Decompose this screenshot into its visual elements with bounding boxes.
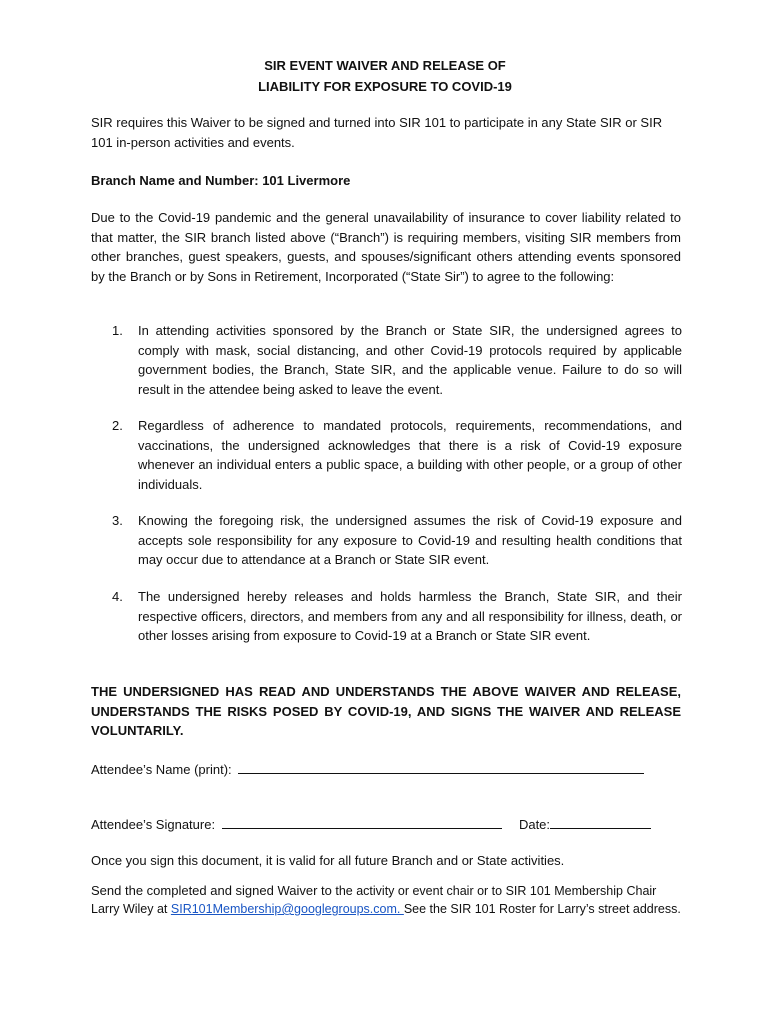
list-text: The undersigned hereby releases and holds harmless the Branch, State SIR, and their respective officers, directors, and members from any and all responsibility for illness, death, or other losses arising from exposure to Covid-19 at a Branch or State SIR event. [138, 589, 682, 643]
list-number: 2. [112, 418, 123, 433]
list-text: Knowing the foregoing risk, the undersigned assumes the risk of Covid-19 exposure and accepts sole responsibility for any exposure to Covid-19 and resulting health conditions that may occur due to attendance at a Branch or State SIR event. [138, 513, 682, 567]
title-line-2: LIABILITY FOR EXPOSURE TO COVID-19 [258, 79, 512, 94]
list-item [112, 321, 682, 399]
list-item [112, 587, 682, 646]
intro-paragraph: SIR requires this Waiver to be signed and turned into SIR 101 to participate in any State SIR or SIR 101 in-person activities and events. [91, 115, 663, 150]
list-item [112, 416, 682, 494]
branch-name: Branch Name and Number: 101 Livermore [91, 173, 351, 188]
acknowledgement-paragraph: THE UNDERSIGNED HAS READ AND UNDERSTANDS THE ABOVE WAIVER AND RELEASE, UNDERSTANDS THE RISKS POSED BY COVID-19, AND SIGNS THE WAIVER AND RELEASE VOLUNTARILY. [91, 684, 681, 738]
attendee-name-label: Attendee’s Name (print): [91, 762, 232, 777]
membership-email-link[interactable]: SIR101Membership@googlegroups.com. [170, 902, 404, 916]
send-suffix: See the SIR 101 Roster for Larry’s street address. [403, 902, 681, 916]
attendee-signature-label: Attendee’s Signature: [91, 817, 216, 832]
document-title [0, 55, 770, 97]
preamble-paragraph: Due to the Covid-19 pandemic and the general unavailability of insurance to cover liability related to that matter, the SIR branch listed above (“Branch”) is requiring members, visiting SIR members from other branches, guest speakers, guests, and spouses/significant others attending events sponsored by the Branch or by Sons in Retirement, Incorporated (“State Sir”) to agree to the following: [91, 210, 681, 284]
send-middle: the activity or event chair or to SIR 101 Membership Chair Larry Wiley at [91, 884, 657, 916]
send-prefix: Send the completed and signed Waiver to [91, 883, 332, 898]
list-text: In attending activities sponsored by the Branch or State SIR, the undersigned agrees to comply with mask, social distancing, and other Covid-19 protocols required by applicable government bodies, the Branch, State SIR, and the applicable venue. Failure to do so will result in the attendee being asked to leave the event. [138, 323, 682, 397]
list-number: 4. [112, 589, 123, 604]
validity-note: Once you sign this document, it is valid for all future Branch and or State activities. [91, 853, 565, 868]
send-instructions [91, 882, 681, 918]
list-number: 3. [112, 513, 123, 528]
attendee-name-field[interactable] [238, 759, 644, 774]
title-line-1: SIR EVENT WAIVER AND RELEASE OF [264, 58, 506, 73]
list-number: 1. [112, 323, 123, 338]
list-text: Regardless of adherence to mandated protocols, requirements, recommendations, and vaccinations, the undersigned acknowledges that there is a risk of Covid-19 exposure whenever an individual enters a public space, a building with other people, or a group of other individuals. [138, 418, 682, 492]
attendee-name-row [91, 759, 681, 780]
date-label: Date: [518, 817, 551, 832]
date-field[interactable] [550, 814, 651, 829]
attendee-signature-field[interactable] [222, 814, 502, 829]
signature-row [91, 814, 681, 835]
list-item [112, 511, 682, 570]
